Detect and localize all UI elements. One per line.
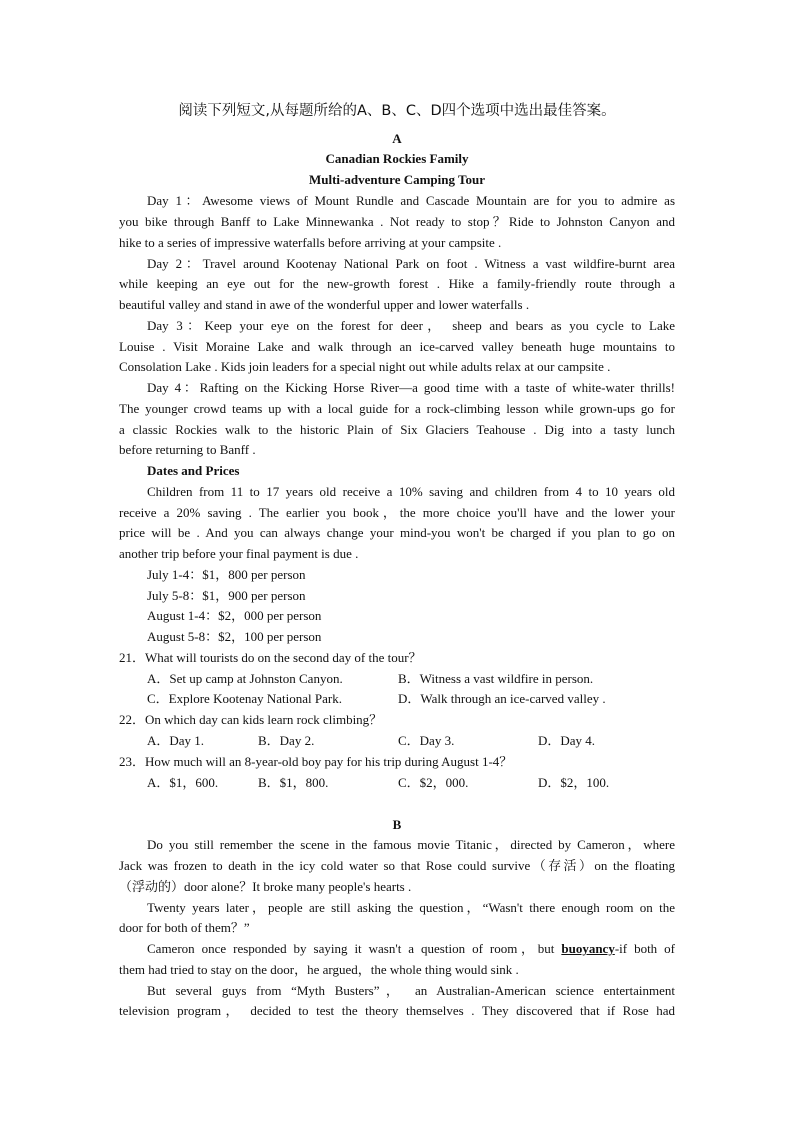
- passage-a-label: A: [392, 131, 402, 146]
- price-line: August 1-4：$2，000 per person: [147, 608, 322, 623]
- paragraph-line: Jack was frozen to death in the icy cold water so that Rose could survive（存活）on the floating: [119, 858, 675, 873]
- text-run: Cameron once responded by saying it wasn't a question of room，but: [147, 941, 555, 956]
- paragraph-line: Day 2：Travel around Kootenay National Park on foot . Witness a vast wildfire-burnt area: [147, 256, 675, 271]
- section-heading: Dates and Prices: [147, 463, 240, 478]
- price-line: July 1-4：$1，800 per person: [147, 567, 306, 582]
- option-b[interactable]: B．Witness a vast wildfire in person.: [398, 671, 594, 686]
- option-a[interactable]: A．Day 1.: [147, 733, 205, 748]
- paragraph-line: another trip before your final payment is due .: [119, 546, 359, 561]
- paragraph-line: But several guys from “Myth Busters”， an Australian-American science entertainment: [147, 983, 675, 998]
- passage-a-title: Canadian Rockies Family: [325, 151, 469, 166]
- option-c[interactable]: C．Day 3.: [398, 733, 455, 748]
- paragraph-line: while keeping an eye out for the new-growth forest . Hike a family-friendly route through a: [119, 276, 675, 291]
- paragraph-line: Day 3：Keep your eye on the forest for deer， sheep and bears as you cycle to Lake: [147, 318, 675, 333]
- underlined-word: buoyancy: [561, 941, 615, 956]
- paragraph-line: price will be . And you can always change your mind-you won't be charged if you plan to go on: [119, 525, 675, 540]
- paragraph-line: Twenty years later，people are still asking the question，“Wasn't there enough room on the: [147, 900, 675, 915]
- paragraph-line: door for both of them？”: [119, 920, 250, 935]
- passage-b-label: B: [392, 817, 402, 832]
- question-stem: 23．How much will an 8-year-old boy pay for his trip during August 1-4？: [119, 754, 513, 769]
- paragraph-line: Day 1：Awesome views of Mount Rundle and Cascade Mountain are for you to admire as: [147, 193, 675, 208]
- question-stem: 22．On which day can kids learn rock climbing？: [119, 712, 383, 727]
- paragraph-line: （浮动的）door alone？It broke many people's hearts .: [119, 879, 412, 894]
- option-a[interactable]: A．$1，600.: [147, 775, 219, 790]
- price-line: August 5-8：$2，100 per person: [147, 629, 322, 644]
- option-a[interactable]: A．Set up camp at Johnston Canyon.: [147, 671, 343, 686]
- paragraph-line: [147, 941, 675, 957]
- paragraph-line: Children from 11 to 17 years old receive a 10% saving and children from 4 to 10 years old: [147, 484, 675, 499]
- paragraph-line: Do you still remember the scene in the famous movie Titanic，directed by Cameron，where: [147, 837, 675, 852]
- paragraph-line: you bike through Banff to Lake Minnewanka . Not ready to stop？Ride to Johnston Canyon and: [119, 214, 676, 229]
- price-line: July 5-8：$1，900 per person: [147, 588, 306, 603]
- paragraph-line: hike to a series of impressive waterfalls before arriving at your campsite .: [119, 235, 502, 250]
- paragraph-line: Louise . Visit Moraine Lake and walk through an ice-carved valley beneath huge mountains to: [119, 339, 675, 354]
- option-c[interactable]: C．Explore Kootenay National Park.: [147, 691, 342, 706]
- paragraph-line: Consolation Lake . Kids join leaders for a special night out while adults relax at our campsite .: [119, 359, 611, 374]
- question-stem: 21．What will tourists do on the second day of the tour？: [119, 650, 422, 665]
- passage-a-subtitle: Multi-adventure Camping Tour: [308, 172, 485, 187]
- paragraph-line: before returning to Banff .: [119, 442, 256, 457]
- paragraph-line: Day 4：Rafting on the Kicking Horse River—a good time with a taste of white-water thrills!: [147, 380, 675, 395]
- option-d[interactable]: D．Walk through an ice-carved valley .: [398, 691, 606, 706]
- instructions: 阅读下列短文,从每题所给的A、B、C、D四个选项中选出最佳答案。: [178, 103, 616, 119]
- paragraph-line: beautiful valley and stand in awe of the wonderful upper and lower waterfalls .: [119, 297, 530, 312]
- paragraph-line: them had tried to stay on the door，he argued，the whole thing would sink .: [119, 962, 519, 977]
- option-d[interactable]: D．Day 4.: [538, 733, 596, 748]
- paragraph-line: a classic Rockies walk to the historic Plain of Six Glaciers Teahouse . Dig into a tasty lunch: [119, 422, 675, 437]
- paragraph-line: The younger crowd teams up with a local guide for a rock-climbing lesson while grown-ups go for: [119, 401, 675, 416]
- option-b[interactable]: B．$1，800.: [258, 775, 329, 790]
- text-run: -if both of: [614, 941, 675, 956]
- paragraph-line: receive a 20% saving . The earlier you book，the more choice you'll have and the lower your: [119, 505, 675, 520]
- option-b[interactable]: B．Day 2.: [258, 733, 315, 748]
- option-d[interactable]: D．$2，100.: [538, 775, 610, 790]
- option-c[interactable]: C．$2，000.: [398, 775, 469, 790]
- paragraph-line: television program， decided to test the theory themselves . They discovered that if Rose had: [119, 1003, 675, 1018]
